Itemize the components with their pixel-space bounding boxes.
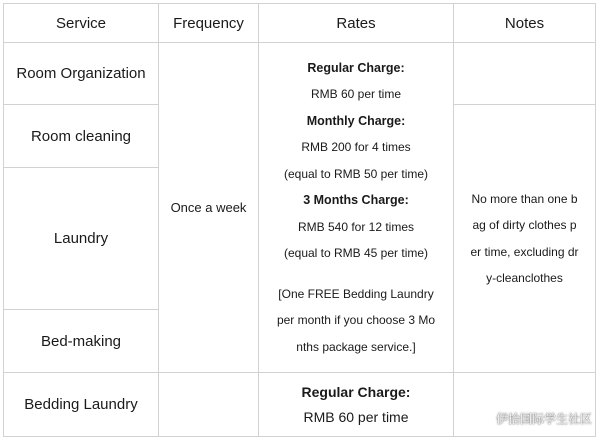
- watermark-text: 伊拾国际学生社区: [495, 412, 592, 426]
- header-service: Service: [4, 4, 159, 43]
- service-room-organization: Room Organization: [4, 43, 159, 105]
- regular-charge-value: RMB 60 per time: [310, 87, 402, 102]
- service-bed-making: Bed-making: [4, 310, 159, 373]
- monthly-charge-value: RMB 200 for 4 times: [301, 140, 411, 155]
- service-laundry: Laundry: [4, 168, 159, 310]
- monthly-charge-title: Monthly Charge:: [306, 113, 406, 128]
- note-line: No more than one b: [471, 191, 578, 206]
- header-frequency: Frequency: [159, 4, 259, 43]
- header-row: [4, 4, 596, 43]
- service-bedding-laundry: Bedding Laundry: [4, 373, 159, 437]
- quarterly-charge-title: 3 Months Charge:: [303, 193, 409, 208]
- quarterly-charge-value: RMB 540 for 12 times: [297, 219, 415, 234]
- bedding-regular-value: RMB 60 per time: [303, 408, 409, 425]
- notes-empty-cell: [454, 43, 596, 105]
- bedding-regular-title: Regular Charge:: [301, 383, 411, 400]
- regular-charge-title: Regular Charge:: [307, 60, 405, 75]
- quarterly-charge-equivalent: (equal to RMB 45 per time): [283, 246, 429, 261]
- header-notes: Notes: [454, 4, 596, 43]
- monthly-charge-equivalent: (equal to RMB 50 per time): [283, 166, 429, 181]
- note-line: er time, excluding dr: [470, 244, 579, 259]
- rates-cell: [259, 43, 454, 373]
- service-room-cleaning: Room cleaning: [4, 105, 159, 168]
- free-offer-line-1: [One FREE Bedding Laundry: [278, 286, 434, 301]
- table-row: [4, 43, 596, 105]
- free-offer-line-3: nths package service.]: [296, 339, 416, 354]
- wechat-icon: [473, 412, 491, 426]
- notes-cell: [454, 105, 596, 373]
- bedding-rates-cell: [259, 373, 454, 437]
- free-offer-line-2: per month if you choose 3 Mo: [276, 313, 436, 328]
- frequency-cell: Once a week: [159, 43, 259, 373]
- note-line: ag of dirty clothes p: [472, 218, 577, 232]
- watermark: [473, 410, 592, 427]
- header-rates: Rates: [259, 4, 454, 43]
- frequency-empty-cell: [159, 373, 259, 437]
- note-line: y-cleanclothes: [486, 271, 563, 285]
- services-table: [3, 3, 596, 437]
